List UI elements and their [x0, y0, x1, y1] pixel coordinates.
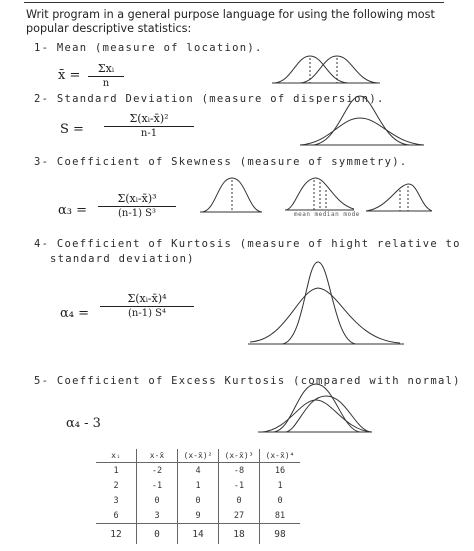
- table-cell: 2: [113, 480, 119, 491]
- kurtosis-lhs: α₄ =: [60, 306, 90, 321]
- table-header-cell: xᵢ: [96, 449, 137, 463]
- worked-example-table: [96, 449, 300, 544]
- mean-lhs: x̄ =: [58, 68, 81, 83]
- table-cell: 0: [178, 493, 219, 508]
- table-cell: 4: [178, 463, 219, 479]
- skewness-heading: 3- Coefficient of Skewness (measure of symmetry).: [34, 156, 408, 168]
- dispersion-bells-sketch: [300, 96, 424, 145]
- table-total-cell: 14: [178, 524, 219, 545]
- table-header-cell: (x-x̄)²: [178, 449, 219, 463]
- table-total-cell: 18: [219, 524, 260, 545]
- std-dev-lhs: S =: [60, 122, 84, 137]
- table-total-cell: 0: [137, 524, 178, 545]
- table-cell: -2: [137, 463, 178, 479]
- excess-kurtosis-heading: 5- Coefficient of Excess Kurtosis (compared with normal): [34, 375, 461, 387]
- kurtosis-heading: 4- Coefficient of Kurtosis (measure of hight relative to: [34, 238, 461, 250]
- table-totals-row: [96, 524, 300, 545]
- table-cell: 16: [260, 463, 301, 479]
- table-cell: 1: [178, 478, 219, 493]
- table-cell: 0: [137, 493, 178, 508]
- table-cell: -1: [137, 478, 178, 493]
- table-cell: 1: [113, 465, 119, 476]
- table-total-cell: 98: [260, 524, 301, 545]
- skewness-denominator: (n-1) S³: [117, 208, 157, 219]
- overlapping-bells-sketch: [272, 56, 380, 83]
- table-cell: 0: [219, 493, 260, 508]
- skewness-numerator: Σ(xᵢ-x̄)³: [117, 192, 157, 205]
- std-dev-heading: 2- Standard Deviation (measure of dispersion).: [34, 93, 385, 105]
- table-row: [96, 463, 300, 479]
- table-cell: 1: [260, 478, 301, 493]
- kurtosis-heading-cont: standard deviation): [50, 253, 195, 265]
- skewness-curves-sketch: [200, 178, 432, 212]
- table-total-cell: 12: [96, 524, 137, 545]
- kurtosis-numerator: Σ(xᵢ-x̄)⁴: [127, 292, 167, 305]
- std-dev-denominator: n-1: [140, 128, 158, 139]
- skewness-curve-note: mean median mode: [294, 211, 360, 218]
- kurtosis-denominator: (n-1) S⁴: [127, 308, 167, 319]
- table-cell: -1: [219, 478, 260, 493]
- table-cell: 9: [178, 508, 219, 524]
- table-cell: 3: [137, 508, 178, 524]
- table-header-row: [96, 449, 300, 463]
- skewness-lhs: α₃ =: [58, 203, 88, 218]
- table-cell: 81: [260, 508, 301, 524]
- table-cell: 3: [113, 495, 119, 506]
- table-header-cell: (x-x̄)³: [219, 449, 260, 463]
- table-row: [96, 508, 300, 524]
- excess-kurtosis-formula: α₄ - 3: [66, 416, 101, 431]
- table-cell: 0: [260, 493, 301, 508]
- table-row: [96, 493, 300, 508]
- table-header-cell: (x-x̄)⁴: [260, 449, 301, 463]
- table-cell: -8: [219, 463, 260, 479]
- intro-text: Writ program in a general purpose language for using the following most popular descriptive statistics:: [26, 8, 435, 35]
- excess-kurtosis-bells-sketch: [258, 384, 372, 432]
- table-row: [96, 478, 300, 493]
- kurtosis-bells-sketch: [248, 262, 404, 344]
- table-cell: 6: [113, 510, 119, 521]
- mean-numerator: Σxᵢ: [97, 62, 115, 75]
- mean-denominator: n: [102, 78, 110, 89]
- std-dev-numerator: Σ(xᵢ-x̄)²: [129, 112, 169, 125]
- table-header-cell: x-x̄: [137, 449, 178, 463]
- mean-heading: 1- Mean (measure of location).: [34, 42, 263, 54]
- table-cell: 27: [219, 508, 260, 524]
